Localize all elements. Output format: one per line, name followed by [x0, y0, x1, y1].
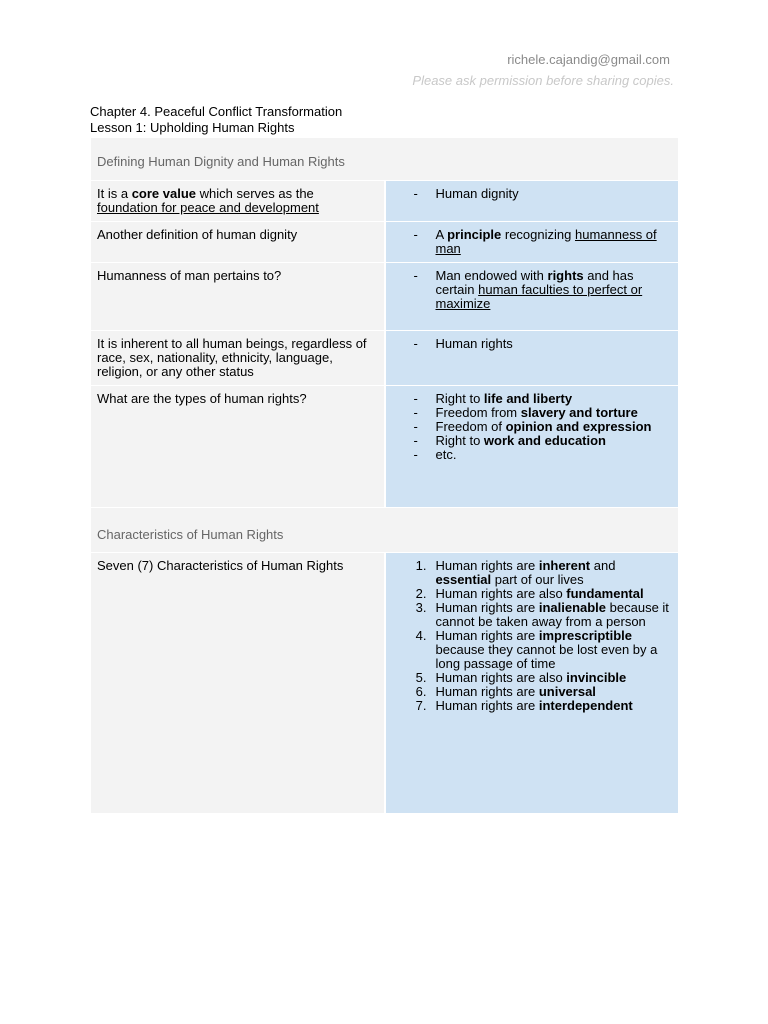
question-cell: It is a core value which serves as the foundation for peace and development [91, 181, 385, 222]
answer-cell [385, 553, 679, 814]
list-item: 4. Human rights are imprescriptible because they cannot be lost even by a long passage of time [415, 628, 658, 671]
list-item: - etc. [386, 448, 671, 462]
table-row [91, 386, 678, 508]
question-cell: What are the types of human rights? [91, 386, 385, 508]
question-cell: Another definition of human dignity [91, 222, 385, 263]
list-item: 7. Human rights are interdependent [415, 698, 633, 713]
table-row [91, 222, 678, 263]
list-item: - A principle recognizing humanness of man [386, 228, 671, 256]
answer-cell [385, 222, 679, 263]
list-item: - Freedom of opinion and expression [386, 420, 671, 434]
section-header-row [91, 508, 678, 553]
question-cell: Humanness of man pertains to? [91, 263, 385, 331]
table-row [91, 263, 678, 331]
list-item: - Human rights [386, 337, 671, 351]
lesson-table [91, 138, 678, 814]
list-item: - Right to life and liberty [386, 392, 671, 406]
question-cell: Seven (7) Characteristics of Human Rights [91, 553, 385, 814]
list-item: 2. Human rights are also fundamental [415, 586, 644, 601]
section-title: Defining Human Dignity and Human Rights [91, 138, 678, 181]
answer-cell [385, 263, 679, 331]
answer-cell [385, 181, 679, 222]
lesson-title: Lesson 1: Upholding Human Rights [90, 120, 295, 135]
list-item: - Freedom from slavery and torture [386, 406, 671, 420]
table-row [91, 553, 678, 814]
list-item: 5. Human rights are also invincible [415, 670, 627, 685]
author-email: richele.cajandig@gmail.com [507, 52, 670, 67]
answer-cell [385, 331, 679, 386]
table-row [91, 331, 678, 386]
list-item: 6. Human rights are universal [415, 684, 596, 699]
list-item: - Right to work and education [386, 434, 671, 448]
list-item: 1. Human rights are inherent and essential part of our lives [415, 558, 616, 587]
question-cell: It is inherent to all human beings, regardless of race, sex, nationality, ethnicity, language, religion, or any other status [91, 331, 385, 386]
table-row [91, 181, 678, 222]
answer-cell [385, 386, 679, 508]
document-heading [90, 104, 342, 136]
list-item: - Human dignity [386, 187, 671, 201]
list-item: - Man endowed with rights and has certain human faculties to perfect or maximize [386, 269, 671, 311]
section-title: Characteristics of Human Rights [91, 508, 678, 553]
chapter-title: Chapter 4. Peaceful Conflict Transformation [90, 104, 343, 119]
permission-note: Please ask permission before sharing copies. [412, 73, 674, 88]
section-header-row [91, 138, 678, 181]
list-item: 3. Human rights are inalienable because it cannot be taken away from a person [415, 600, 669, 629]
